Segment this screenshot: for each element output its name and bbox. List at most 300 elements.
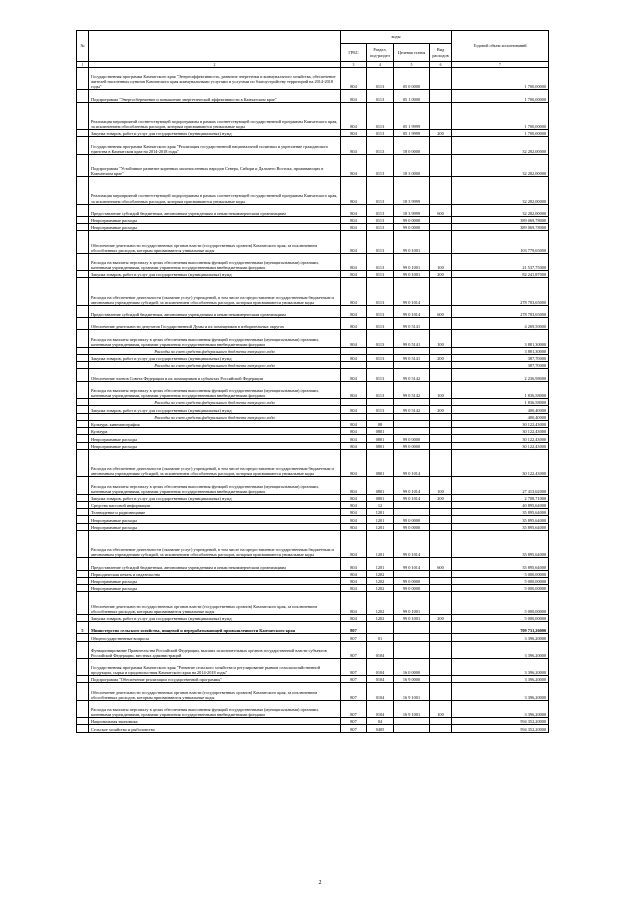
cell-celevaya: 99 0 1014 bbox=[394, 530, 430, 557]
cell-sum: 1 700,00000 bbox=[452, 90, 549, 102]
cell-razdel: 0104 bbox=[367, 658, 394, 675]
cell-razdel: 0113 bbox=[367, 318, 394, 330]
cell-razdel: 04 bbox=[367, 718, 394, 725]
cell-name: Обеспечение деятельности депутатов Государственной Думы и их помощников в избирательных округах bbox=[89, 318, 341, 330]
cell-sum: 5 000,00000 bbox=[452, 614, 549, 621]
cell-grbs: 804 bbox=[341, 435, 367, 442]
cell-name: Расходы за счет средств федерального бюджета текущего года bbox=[89, 362, 341, 369]
table-row bbox=[77, 435, 549, 442]
cell-celevaya: 99 0 5141 bbox=[394, 354, 430, 361]
cell-celevaya: 99 0 1001 bbox=[394, 253, 430, 270]
cell-vid bbox=[430, 413, 452, 420]
cell-razdel: 0113 bbox=[367, 330, 394, 347]
cell-vid bbox=[430, 68, 452, 90]
cell-celevaya: 99 0 1014 bbox=[394, 494, 430, 501]
table-row bbox=[77, 658, 549, 675]
table-row bbox=[77, 449, 549, 476]
table-row bbox=[77, 318, 549, 330]
table-row bbox=[77, 501, 549, 508]
cell-vid bbox=[430, 420, 452, 427]
cell-number bbox=[77, 420, 89, 427]
cell-name: Закупка товаров, работ и услуг для государственных (муниципальных) нужд bbox=[89, 406, 341, 413]
cell-razdel: 0113 bbox=[367, 406, 394, 413]
cell-sum: 82 241,87000 bbox=[452, 271, 549, 278]
cell-vid bbox=[430, 449, 452, 476]
cell-sum: 30 122,43000 bbox=[452, 449, 549, 476]
cell-razdel: 0113 bbox=[367, 305, 394, 317]
cell-number bbox=[77, 501, 89, 508]
cell-grbs: 804 bbox=[341, 154, 367, 176]
cell-celevaya: 99 0 5141 bbox=[394, 318, 430, 330]
cell-grbs: 804 bbox=[341, 130, 367, 137]
cell-vid bbox=[430, 570, 452, 577]
cell-name: Подпрограмма "Обеспечение реализации государственной программы" bbox=[89, 676, 341, 683]
cell-grbs bbox=[341, 399, 367, 406]
cell-celevaya: 16 9 1001 bbox=[394, 683, 430, 700]
cell-grbs: 804 bbox=[341, 216, 367, 223]
cell-celevaya: 05 1 0000 bbox=[394, 90, 430, 102]
table-row bbox=[77, 683, 549, 700]
table-row bbox=[77, 68, 549, 90]
cell-vid bbox=[430, 435, 452, 442]
table-row bbox=[77, 530, 549, 557]
cell-number bbox=[77, 330, 89, 347]
cell-vid bbox=[430, 683, 452, 700]
cell-celevaya: 99 0 5142 bbox=[394, 381, 430, 398]
table-row bbox=[77, 102, 549, 129]
cell-grbs: 804 bbox=[341, 570, 367, 577]
budget-table bbox=[76, 30, 549, 733]
cell-sum: 1 700,00000 bbox=[452, 68, 549, 90]
table-row bbox=[77, 725, 549, 732]
cell-vid bbox=[430, 177, 452, 204]
cell-name: Непрограммные расходы bbox=[89, 224, 341, 231]
cell-celevaya: 99 0 1014 bbox=[394, 278, 430, 305]
cell-razdel: 1202 bbox=[367, 577, 394, 584]
table-row bbox=[77, 177, 549, 204]
cell-vid: 100 bbox=[430, 330, 452, 347]
cell-celevaya: 99 0 0000 bbox=[394, 435, 430, 442]
cell-celevaya: 99 0 0000 bbox=[394, 577, 430, 584]
cell-grbs: 807 bbox=[341, 658, 367, 675]
cell-grbs: 804 bbox=[341, 271, 367, 278]
cell-vid: 200 bbox=[430, 130, 452, 137]
cell-number bbox=[77, 614, 89, 621]
table-row bbox=[77, 494, 549, 501]
cell-name: Расходы на выплаты персоналу в целях обеспечения выполнения функций государственными (муниципальными) органами, казенными учреждениями, органами управления государственными внебюджетными фондами bbox=[89, 330, 341, 347]
cell-number bbox=[77, 658, 89, 675]
cell-number bbox=[77, 700, 89, 717]
cell-razdel: 0113 bbox=[367, 381, 394, 398]
cell-number bbox=[77, 641, 89, 658]
cell-grbs: 807 bbox=[341, 700, 367, 717]
cell-razdel: 0405 bbox=[367, 725, 394, 732]
cell-name: Расходы на обеспечение деятельности (оказание услуг) учреждений, в том числе на предоставление государственным бюджетным и автономным учреждениям субсидий, за исключением обособленных расходов, которым присваиваются уникальные коды bbox=[89, 449, 341, 476]
cell-number bbox=[77, 347, 89, 354]
cell-grbs: 804 bbox=[341, 577, 367, 584]
cell-grbs: 804 bbox=[341, 231, 367, 253]
cell-grbs: 804 bbox=[341, 102, 367, 129]
cell-sum: 709 731,26000 bbox=[452, 622, 549, 634]
cell-number bbox=[77, 224, 89, 231]
cell-number bbox=[77, 725, 89, 732]
note-row bbox=[77, 413, 549, 420]
header-celevaya: Целевая статья bbox=[394, 44, 430, 62]
cell-name: Государственная программа Камчатского края "Реализация государственной национальной политики и укрепление гражданского единства в Камчатском крае на 2014-2018 годы" bbox=[89, 137, 341, 154]
cell-sum: 30 122,43000 bbox=[452, 442, 549, 449]
cell-number bbox=[77, 718, 89, 725]
cell-grbs: 804 bbox=[341, 558, 367, 570]
table-row bbox=[77, 592, 549, 614]
cell-vid bbox=[430, 523, 452, 530]
cell-vid bbox=[430, 154, 452, 176]
cell-number bbox=[77, 381, 89, 398]
cell-celevaya bbox=[394, 428, 430, 435]
cell-grbs bbox=[341, 413, 367, 420]
cell-vid bbox=[430, 641, 452, 658]
cell-number bbox=[77, 592, 89, 614]
table-row bbox=[77, 718, 549, 725]
cell-grbs: 804 bbox=[341, 530, 367, 557]
table-row bbox=[77, 381, 549, 398]
cell-number bbox=[77, 585, 89, 592]
table-row bbox=[77, 406, 549, 413]
cell-razdel: 0801 bbox=[367, 477, 394, 494]
cell-grbs: 804 bbox=[341, 614, 367, 621]
cell-celevaya bbox=[394, 420, 430, 427]
cell-name: Закупка товаров, работ и услуг для государственных (муниципальных) нужд bbox=[89, 271, 341, 278]
table-row bbox=[77, 330, 549, 347]
cell-number bbox=[77, 177, 89, 204]
cell-number bbox=[77, 435, 89, 442]
cell-celevaya bbox=[394, 501, 430, 508]
cell-grbs: 804 bbox=[341, 501, 367, 508]
cell-grbs: 804 bbox=[341, 204, 367, 216]
column-index: 6 bbox=[430, 62, 452, 68]
cell-celevaya: 99 0 1014 bbox=[394, 449, 430, 476]
cell-celevaya bbox=[394, 347, 430, 354]
cell-celevaya bbox=[394, 718, 430, 725]
cell-vid: 100 bbox=[430, 477, 452, 494]
cell-sum: 3 881,30000 bbox=[452, 347, 549, 354]
cell-vid bbox=[430, 318, 452, 330]
cell-sum: 32 282,00000 bbox=[452, 137, 549, 154]
cell-razdel: 1202 bbox=[367, 592, 394, 614]
cell-vid: 600 bbox=[430, 558, 452, 570]
cell-celevaya: 05 1 9999 bbox=[394, 102, 430, 129]
cell-number bbox=[77, 278, 89, 305]
cell-razdel: 0113 bbox=[367, 231, 394, 253]
cell-celevaya: 99 0 5142 bbox=[394, 369, 430, 381]
cell-grbs: 804 bbox=[341, 494, 367, 501]
cell-grbs: 807 bbox=[341, 683, 367, 700]
cell-name: Культура, кинематография bbox=[89, 420, 341, 427]
table-row bbox=[77, 634, 549, 641]
cell-sum: 32 282,00000 bbox=[452, 154, 549, 176]
cell-name: Предоставление субсидий бюджетным, автономным учреждениям и иным некоммерческим организациям bbox=[89, 558, 341, 570]
cell-celevaya: 99 0 1001 bbox=[394, 231, 430, 253]
cell-number bbox=[77, 428, 89, 435]
cell-celevaya: 18 3 9999 bbox=[394, 204, 430, 216]
cell-sum: 594 352,20000 bbox=[452, 718, 549, 725]
cell-number bbox=[77, 216, 89, 223]
cell-celevaya bbox=[394, 634, 430, 641]
cell-name: Обеспечение деятельности государственных органов власти (государственных органов) Камчатского края, за исключением обособленных расходов, которым присваиваются уникальные коды bbox=[89, 231, 341, 253]
table-row bbox=[77, 700, 549, 717]
cell-celevaya: 05 0 0000 bbox=[394, 68, 430, 90]
cell-celevaya bbox=[394, 413, 430, 420]
cell-grbs: 804 bbox=[341, 354, 367, 361]
cell-razdel: 1202 bbox=[367, 614, 394, 621]
cell-vid bbox=[430, 577, 452, 584]
table-row bbox=[77, 585, 549, 592]
table-row bbox=[77, 224, 549, 231]
cell-name: Функционирование Правительства Российской Федерации, высших исполнительных органов государственной власти субъектов Российской Федерации, местных администраций bbox=[89, 641, 341, 658]
cell-razdel bbox=[367, 413, 394, 420]
cell-celevaya bbox=[394, 570, 430, 577]
cell-grbs: 807 bbox=[341, 725, 367, 732]
cell-razdel: 0104 bbox=[367, 641, 394, 658]
cell-sum: 32 282,00000 bbox=[452, 204, 549, 216]
cell-sum: 40 895,64000 bbox=[452, 501, 549, 508]
column-index: 4 bbox=[367, 62, 394, 68]
cell-sum: 1 700,00000 bbox=[452, 102, 549, 129]
cell-grbs: 804 bbox=[341, 420, 367, 427]
cell-number bbox=[77, 362, 89, 369]
cell-name: Непрограммные расходы bbox=[89, 523, 341, 530]
cell-grbs: 804 bbox=[341, 449, 367, 476]
cell-number bbox=[77, 90, 89, 102]
cell-grbs: 804 bbox=[341, 509, 367, 516]
cell-razdel: 0113 bbox=[367, 137, 394, 154]
cell-name: Непрограммные расходы bbox=[89, 216, 341, 223]
cell-razdel: 0113 bbox=[367, 154, 394, 176]
cell-name: Реализация мероприятий соответствующей подпрограммы в рамках соответствующей государственной программы Камчатского края, за исключением обособленных расходов, которым присваиваются уникальные коды bbox=[89, 177, 341, 204]
table-row bbox=[77, 137, 549, 154]
cell-name: Закупка товаров, работ и услуг для государственных (муниципальных) нужд bbox=[89, 614, 341, 621]
cell-name: Расходы за счет средств федерального бюджета текущего года bbox=[89, 399, 341, 406]
cell-vid bbox=[430, 592, 452, 614]
cell-grbs: 804 bbox=[341, 381, 367, 398]
cell-name: Обеспечение деятельности государственных органов власти (государственных органов) Камчатского края, за исключением обособленных расходов, которым присваиваются уникальные коды bbox=[89, 683, 341, 700]
cell-sum: 389 069,78000 bbox=[452, 216, 549, 223]
cell-vid: 200 bbox=[430, 271, 452, 278]
cell-razdel: 1201 bbox=[367, 530, 394, 557]
table-row bbox=[77, 442, 549, 449]
cell-sum: 35 895,64000 bbox=[452, 516, 549, 523]
cell-sum: 5 000,00000 bbox=[452, 570, 549, 577]
table-row bbox=[77, 204, 549, 216]
cell-sum: 3 396,20000 bbox=[452, 676, 549, 683]
cell-name: Непрограммные расходы bbox=[89, 516, 341, 523]
cell-number bbox=[77, 253, 89, 270]
cell-name: Обеспечение членов Совета Федерации и их помощников в субъектах Российской Федерации bbox=[89, 369, 341, 381]
cell-name: Предоставление субсидий бюджетным, автономным учреждениям и иным некоммерческим организациям bbox=[89, 204, 341, 216]
budget-sheet bbox=[76, 30, 548, 733]
cell-celevaya: 99 0 0000 bbox=[394, 442, 430, 449]
cell-grbs: 804 bbox=[341, 428, 367, 435]
cell-sum: 2 236,98000 bbox=[452, 369, 549, 381]
cell-name: Закупка товаров, работ и услуг для государственных (муниципальных) нужд bbox=[89, 494, 341, 501]
cell-name: Средства массовой информации bbox=[89, 501, 341, 508]
cell-vid bbox=[430, 725, 452, 732]
cell-grbs: 804 bbox=[341, 523, 367, 530]
cell-sum: 3 396,20000 bbox=[452, 641, 549, 658]
cell-sum: 4 269,50000 bbox=[452, 318, 549, 330]
cell-sum: 3 396,20000 bbox=[452, 683, 549, 700]
cell-number bbox=[77, 570, 89, 577]
cell-razdel: 1201 bbox=[367, 509, 394, 516]
cell-razdel: 0113 bbox=[367, 130, 394, 137]
cell-vid: 600 bbox=[430, 204, 452, 216]
cell-number bbox=[77, 154, 89, 176]
cell-name: Телевидение и радиовещание bbox=[89, 509, 341, 516]
cell-razdel: 1202 bbox=[367, 585, 394, 592]
note-row bbox=[77, 362, 549, 369]
column-index: 7 bbox=[452, 62, 549, 68]
cell-razdel: 0113 bbox=[367, 90, 394, 102]
cell-vid bbox=[430, 634, 452, 641]
cell-celevaya: 99 0 1014 bbox=[394, 305, 430, 317]
cell-grbs: 804 bbox=[341, 477, 367, 494]
table-row bbox=[77, 130, 549, 137]
cell-grbs: 807 bbox=[341, 718, 367, 725]
cell-celevaya: 16 9 0000 bbox=[394, 676, 430, 683]
cell-number bbox=[77, 516, 89, 523]
cell-vid bbox=[430, 718, 452, 725]
cell-number bbox=[77, 558, 89, 570]
cell-sum: 35 895,64000 bbox=[452, 530, 549, 557]
cell-sum: 30 122,43000 bbox=[452, 420, 549, 427]
cell-sum: 35 895,64000 bbox=[452, 509, 549, 516]
cell-name: Непрограммные расходы bbox=[89, 435, 341, 442]
table-row bbox=[77, 231, 549, 253]
cell-name: Культура bbox=[89, 428, 341, 435]
cell-number bbox=[77, 577, 89, 584]
table-row bbox=[77, 523, 549, 530]
cell-razdel bbox=[367, 362, 394, 369]
cell-celevaya bbox=[394, 641, 430, 658]
cell-celevaya: 99 0 1001 bbox=[394, 271, 430, 278]
cell-razdel: 0801 bbox=[367, 428, 394, 435]
cell-grbs: 804 bbox=[341, 516, 367, 523]
cell-grbs: 804 bbox=[341, 90, 367, 102]
cell-celevaya bbox=[394, 725, 430, 732]
cell-sum: 30 122,43000 bbox=[452, 428, 549, 435]
cell-sum: 387,70000 bbox=[452, 354, 549, 361]
table-row bbox=[77, 369, 549, 381]
cell-name: Предоставление субсидий бюджетным, автономным учреждениям и иным некоммерческим организациям bbox=[89, 305, 341, 317]
cell-vid bbox=[430, 658, 452, 675]
cell-sum: 594 352,20000 bbox=[452, 725, 549, 732]
table-row bbox=[77, 577, 549, 584]
header-number: № bbox=[77, 31, 89, 62]
cell-number bbox=[77, 305, 89, 317]
cell-vid bbox=[430, 501, 452, 508]
table-row bbox=[77, 278, 549, 305]
table-row bbox=[77, 558, 549, 570]
cell-number bbox=[77, 523, 89, 530]
cell-grbs: 804 bbox=[341, 137, 367, 154]
column-index: 2 bbox=[89, 62, 341, 68]
cell-name: Общегосударственные вопросы bbox=[89, 634, 341, 641]
cell-name: Сельское хозяйство и рыболовство bbox=[89, 725, 341, 732]
cell-razdel: 0113 bbox=[367, 253, 394, 270]
cell-name: Непрограммные расходы bbox=[89, 585, 341, 592]
table-row bbox=[77, 614, 549, 621]
cell-sum: 35 895,64000 bbox=[452, 558, 549, 570]
cell-name: Закупка товаров, работ и услуг для государственных (муниципальных) нужд bbox=[89, 130, 341, 137]
cell-vid bbox=[430, 102, 452, 129]
cell-vid: 200 bbox=[430, 614, 452, 621]
cell-razdel: 1201 bbox=[367, 516, 394, 523]
cell-grbs: 804 bbox=[341, 585, 367, 592]
cell-vid bbox=[430, 137, 452, 154]
cell-number bbox=[77, 231, 89, 253]
cell-razdel: 0104 bbox=[367, 683, 394, 700]
table-row bbox=[77, 216, 549, 223]
cell-sum: 27 413,62000 bbox=[452, 477, 549, 494]
cell-number bbox=[77, 442, 89, 449]
cell-vid bbox=[430, 622, 452, 634]
cell-grbs: 807 bbox=[341, 622, 367, 634]
header-sum: Годовой объем ассигнований bbox=[452, 31, 549, 62]
cell-grbs: 807 bbox=[341, 641, 367, 658]
cell-celevaya: 99 0 1001 bbox=[394, 592, 430, 614]
cell-celevaya: 18 3 0000 bbox=[394, 154, 430, 176]
cell-grbs: 804 bbox=[341, 278, 367, 305]
cell-number bbox=[77, 676, 89, 683]
cell-number bbox=[77, 477, 89, 494]
cell-vid bbox=[430, 442, 452, 449]
cell-name: Расходы за счет средств федерального бюджета текущего года bbox=[89, 413, 341, 420]
table-row bbox=[77, 354, 549, 361]
table-row bbox=[77, 477, 549, 494]
cell-razdel: 0113 bbox=[367, 216, 394, 223]
cell-vid bbox=[430, 585, 452, 592]
cell-number bbox=[77, 354, 89, 361]
cell-celevaya: 99 0 0000 bbox=[394, 523, 430, 530]
cell-name: Реализация мероприятий соответствующей подпрограммы в рамках соответствующей государственной программы Камчатского края, за исключением обособленных расходов, которым присваиваются уникальные коды bbox=[89, 102, 341, 129]
cell-sum: 5 000,00000 bbox=[452, 577, 549, 584]
cell-vid bbox=[430, 362, 452, 369]
cell-razdel: 0104 bbox=[367, 700, 394, 717]
cell-number bbox=[77, 449, 89, 476]
cell-sum: 389 069,78000 bbox=[452, 224, 549, 231]
cell-grbs: 804 bbox=[341, 318, 367, 330]
cell-grbs: 804 bbox=[341, 305, 367, 317]
cell-vid: 200 bbox=[430, 354, 452, 361]
header-grbs: ГРБС bbox=[341, 44, 367, 62]
cell-razdel: 0113 bbox=[367, 354, 394, 361]
cell-sum: 21 537,75000 bbox=[452, 253, 549, 270]
cell-grbs bbox=[341, 362, 367, 369]
cell-name: Государственная программа Камчатского края "Энергоэффективность, развитие энергетики и коммунального хозяйства, обеспечение жителей населенных пунктов Камчатского края коммунальными услугами и услугами по благоустройству территорий на 2014-2018 годы" bbox=[89, 68, 341, 90]
cell-vid bbox=[430, 231, 452, 253]
cell-razdel bbox=[367, 622, 394, 634]
page-number: 2 bbox=[318, 880, 322, 886]
cell-sum: 400,40000 bbox=[452, 413, 549, 420]
cell-razdel: 08 bbox=[367, 420, 394, 427]
header-name bbox=[89, 31, 341, 62]
note-row bbox=[77, 399, 549, 406]
cell-number bbox=[77, 130, 89, 137]
table-row bbox=[77, 676, 549, 683]
cell-number bbox=[77, 494, 89, 501]
ministry-row bbox=[77, 622, 549, 634]
cell-celevaya: 99 0 1001 bbox=[394, 614, 430, 621]
cell-sum: 1 836,58000 bbox=[452, 381, 549, 398]
